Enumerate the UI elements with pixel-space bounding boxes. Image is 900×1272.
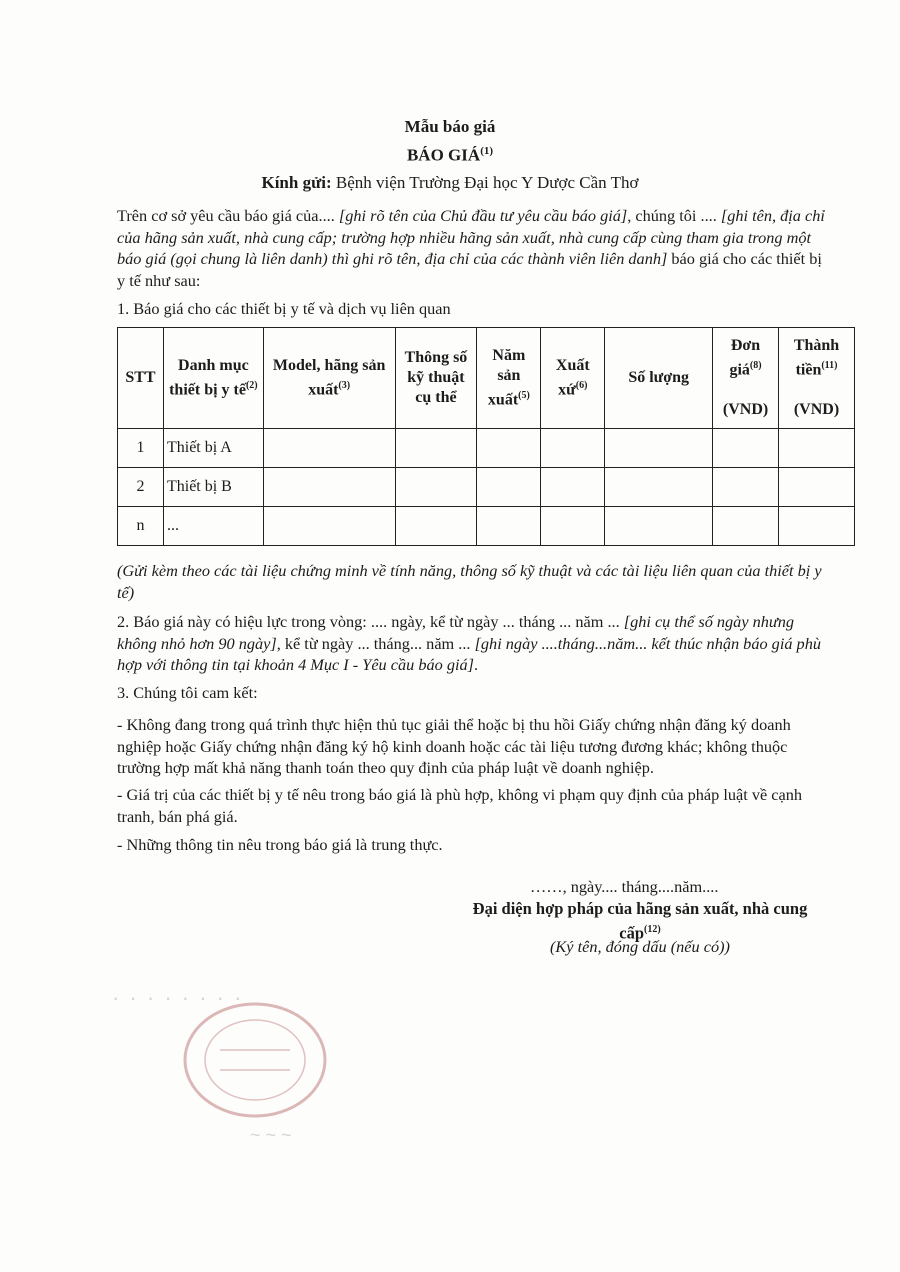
header-total-label: Thành tiền bbox=[793, 336, 840, 379]
cell-empty bbox=[541, 429, 605, 468]
cell-empty bbox=[713, 429, 779, 468]
signature-title-text: Đại diện hợp pháp của hãng sản xuất, nhà cung cấp bbox=[472, 899, 808, 943]
cell-empty bbox=[477, 468, 541, 507]
recipient-name: Bệnh viện Trường Đại học Y Dược Cần Thơ bbox=[335, 173, 639, 192]
header-model-label: Model, hãng sản xuất bbox=[272, 356, 386, 399]
table-header-row bbox=[118, 328, 855, 429]
intro-text-3: báo giá cho các thiết bị y tế như sau: bbox=[117, 249, 822, 290]
table-row bbox=[118, 429, 855, 468]
table-row bbox=[118, 468, 855, 507]
document-title bbox=[0, 145, 900, 166]
commitment-item: - Những thông tin nêu trong báo giá là trung thực. bbox=[117, 835, 443, 854]
cell-empty bbox=[779, 429, 855, 468]
header-unit-price-label: Đơn giá bbox=[729, 336, 761, 379]
cell-empty bbox=[395, 429, 477, 468]
section-2-text-2: , kể từ ngày ... tháng... năm ... bbox=[276, 633, 475, 653]
header-quantity-label: Số lượng bbox=[628, 369, 690, 386]
header-origin-label: Xuất xứ bbox=[555, 356, 590, 399]
intro-paragraph bbox=[117, 205, 829, 291]
header-model bbox=[263, 328, 395, 429]
intro-italic-1: [ghi rõ tên của Chủ đầu tư yêu cầu báo giá] bbox=[338, 206, 628, 225]
cell-empty bbox=[779, 468, 855, 507]
cell-empty bbox=[541, 468, 605, 507]
intro-italic-2: [ghi tên, địa chỉ của hãng sản xuất, nhà cung cấp; trường hợp nhiều hãng sản xuất, nhà cung cấp cùng tham gia trong một báo giá (gọi chung là liên danh) thì ghi rõ tên, địa chỉ của các thành viên liên danh] bbox=[117, 206, 825, 268]
header-total-sup: (11) bbox=[821, 359, 838, 371]
cell-empty bbox=[713, 507, 779, 546]
header-unit-price-sup: (8) bbox=[749, 359, 762, 371]
section-1-heading: 1. Báo giá cho các thiết bị y tế và dịch vụ liên quan bbox=[117, 299, 451, 318]
commitment-item: - Không đang trong quá trình thực hiện thủ tục giải thể hoặc bị thu hồi Giấy chứng nhận đăng ký doanh nghiệp hoặc Giấy chứng nhận đăng ký hộ kinh doanh hoặc các tài liệu tương đương khác; không thuộc trường hợp mất khả năng thanh toán theo quy định của pháp luật về doanh nghiệp. bbox=[117, 715, 791, 777]
cell-empty bbox=[263, 507, 395, 546]
section-3-heading: 3. Chúng tôi cam kết: bbox=[117, 683, 258, 702]
signature-title-sup: (12) bbox=[644, 924, 661, 935]
table-row bbox=[118, 507, 855, 546]
signature-date-line: ……, ngày.... tháng....năm.... bbox=[530, 877, 719, 896]
faded-signature-icon: ~ ~ ~ bbox=[250, 1125, 292, 1145]
cell-empty bbox=[263, 429, 395, 468]
section-2-text-3: . bbox=[473, 655, 479, 674]
header-device-list bbox=[163, 328, 263, 429]
cell-empty bbox=[605, 507, 713, 546]
cell-empty bbox=[263, 468, 395, 507]
cell-stt: 2 bbox=[118, 468, 164, 507]
section-2-italic-1: [ghi cụ thể số ngày nhưng không nhỏ hơn 90 ngày] bbox=[117, 612, 795, 653]
header-stt bbox=[118, 328, 164, 429]
header-unit-price-unit: (VND) bbox=[722, 401, 769, 419]
header-total bbox=[779, 328, 855, 429]
cell-item: ... bbox=[163, 507, 263, 546]
cell-empty bbox=[541, 507, 605, 546]
quote-table bbox=[117, 327, 855, 546]
header-quantity bbox=[605, 328, 713, 429]
cell-empty bbox=[395, 468, 477, 507]
document-title-text: BÁO GIÁ bbox=[406, 145, 481, 165]
header-model-sup: (3) bbox=[338, 379, 351, 391]
faded-stamp-text-icon: · · · · · · · · bbox=[112, 985, 244, 1010]
document-title-footnote: (1) bbox=[480, 145, 494, 157]
header-year-sup: (5) bbox=[518, 389, 530, 401]
form-title: Mẫu báo giá bbox=[404, 117, 496, 136]
cell-empty bbox=[605, 429, 713, 468]
section-2-text-1: 2. Báo giá này có hiệu lực trong vòng: .... ngày, kể từ ngày ... tháng ... năm ... bbox=[117, 612, 624, 631]
cell-empty bbox=[779, 507, 855, 546]
header-device-list-label: Danh mục thiết bị y tế bbox=[169, 356, 249, 399]
signature-note: (Ký tên, đóng dấu (nếu có)) bbox=[550, 937, 730, 956]
header-stt-label: STT bbox=[125, 369, 156, 386]
recipient-label: Kính gửi: bbox=[261, 173, 332, 192]
header-specs bbox=[395, 328, 477, 429]
recipient-line bbox=[0, 173, 900, 193]
faded-stamp-icon bbox=[175, 1000, 335, 1120]
cell-empty bbox=[477, 507, 541, 546]
cell-item: Thiết bị A bbox=[163, 429, 263, 468]
cell-item: Thiết bị B bbox=[163, 468, 263, 507]
commitment-item: - Giá trị của các thiết bị y tế nêu trong báo giá là phù hợp, không vi phạm quy định của pháp luật về cạnh tranh, bán phá giá. bbox=[117, 785, 802, 826]
header-origin-sup: (6) bbox=[575, 379, 588, 391]
cell-empty bbox=[395, 507, 477, 546]
intro-text-1: Trên cơ sở yêu cầu báo giá của.... bbox=[117, 206, 339, 225]
header-total-unit: (VND) bbox=[793, 401, 840, 419]
cell-empty bbox=[713, 468, 779, 507]
cell-stt: n bbox=[118, 507, 164, 546]
header-specs-label: Thông số kỹ thuật cụ thể bbox=[404, 349, 468, 406]
attachment-note-text: (Gửi kèm theo các tài liệu chứng minh về tính năng, thông số kỹ thuật và các tài liệu liên quan của thiết bị y tế) bbox=[117, 561, 822, 602]
section-2-italic-2: [ghi ngày ....tháng...năm... kết thúc nhận báo giá phù hợp với thông tin tại khoản 4 Mục I - Yêu cầu báo giá] bbox=[117, 633, 821, 674]
intro-text-2: , chúng tôi .... bbox=[627, 206, 721, 225]
cell-empty bbox=[477, 429, 541, 468]
header-device-list-sup: (2) bbox=[245, 379, 258, 391]
attachment-note bbox=[117, 560, 829, 603]
cell-stt: 1 bbox=[118, 429, 164, 468]
header-year-label: Năm sản xuất bbox=[487, 346, 526, 409]
header-unit-price bbox=[713, 328, 779, 429]
cell-empty bbox=[605, 468, 713, 507]
header-year bbox=[477, 328, 541, 429]
section-2 bbox=[117, 611, 829, 676]
header-origin bbox=[541, 328, 605, 429]
